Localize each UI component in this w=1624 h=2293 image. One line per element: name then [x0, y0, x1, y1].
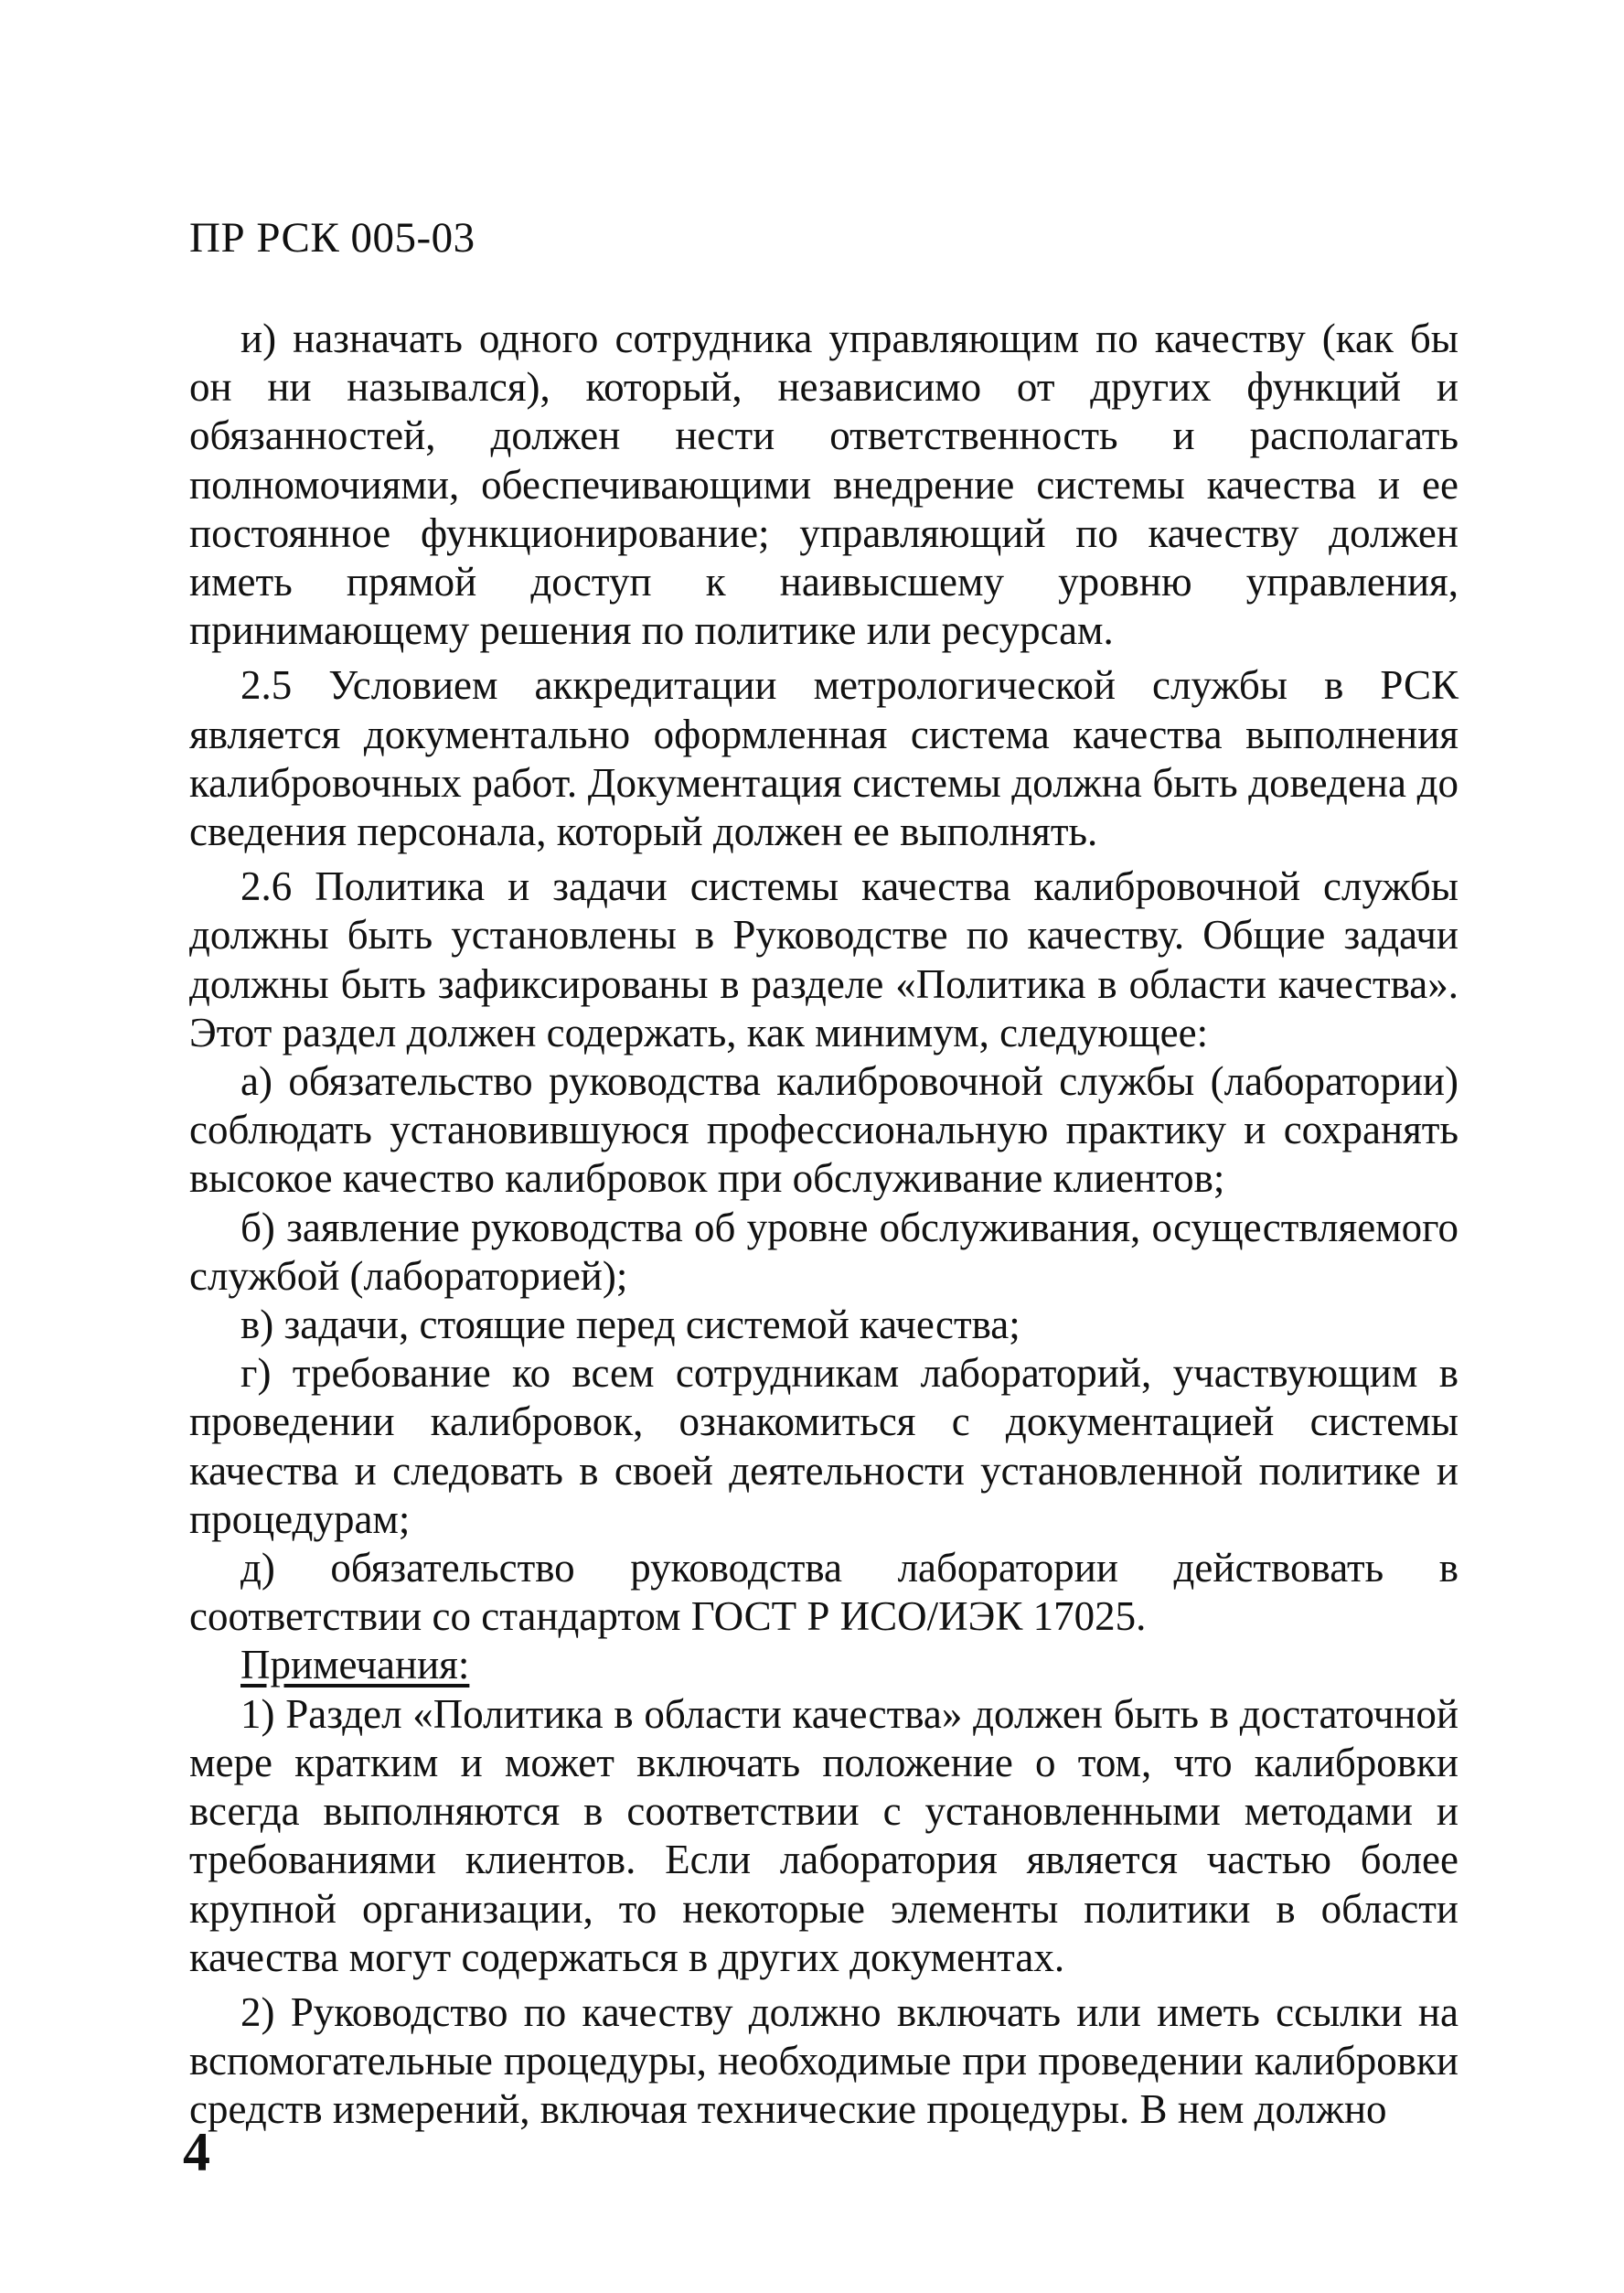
list-item-d: д) обязательство руководства лаборатории действовать в соответствии со стандартом ГОСТ Р ИСО/ИЭК 17025.	[189, 1545, 1458, 1640]
list-item-g: г) требование ко всем сотрудникам лабораторий, участвующим в проведении калибровок, ознакомиться с документацией системы качества и следовать в своей деятельности установленной политике и процедурам;	[189, 1350, 1458, 1542]
note-item-1: 1) Раздел «Политика в области качества» должен быть в достаточной мере кратким и может включать положение о том, что калибровки всегда выполняются в соответствии с установленными методами и требованиями клиентов. Если лаборатория является частью более крупной организации, то некоторые элементы политики в области качества могут содержаться в других документах.	[189, 1690, 1458, 1980]
document-body	[189, 315, 1458, 2135]
document-code: ПР РСК 005-03	[189, 214, 475, 262]
list-item-a: а) обязательство руководства калибровочной службы (лаборатории) соблюдать установившуюся профессиональную практику и сохранять высокое качество калибровок при обслуживание клиентов;	[189, 1058, 1458, 1202]
note-item-2: 2) Руководство по качеству должно включать или иметь ссылки на вспомогательные процедуры, необходимые при проведении калибровки средств измерений, включая технические процедуры. В нем должно	[189, 1988, 1458, 2133]
notes-heading: Примечания:	[240, 1642, 470, 1688]
paragraph-item-i: и) назначать одного сотрудника управляющим по качеству (как бы он ни назывался), который, независимо от других функций и обязанностей, должен нести ответственность и располагать полномочиями, обеспечивающими внедрение системы качества и ее постоянное функционирование; управляющий по качеству должен иметь прямой доступ к наивысшему уровню управления, принимающему решения по политике или ресурсам.	[189, 316, 1458, 654]
page-number: 4	[183, 2122, 210, 2182]
list-item-v: в) задачи, стоящие перед системой качества;	[240, 1302, 1020, 1348]
paragraph-2-6: 2.6 Политика и задачи системы качества калибровочной службы должны быть установлены в Руководстве по качеству. Общие задачи должны быть зафиксированы в разделе «Политика в области качества». Этот раздел должен содержать, как минимум, следующее:	[189, 863, 1458, 1055]
list-item-b: б) заявление руководства об уровне обслуживания, осуществляемого службой (лабораторией);	[189, 1204, 1458, 1299]
paragraph-2-5: 2.5 Условием аккредитации метрологической службы в РСК является документально оформленная система качества выполнения калибровочных работ. Документация системы должна быть доведена до сведения персонала, который должен ее выполнять.	[189, 662, 1458, 855]
